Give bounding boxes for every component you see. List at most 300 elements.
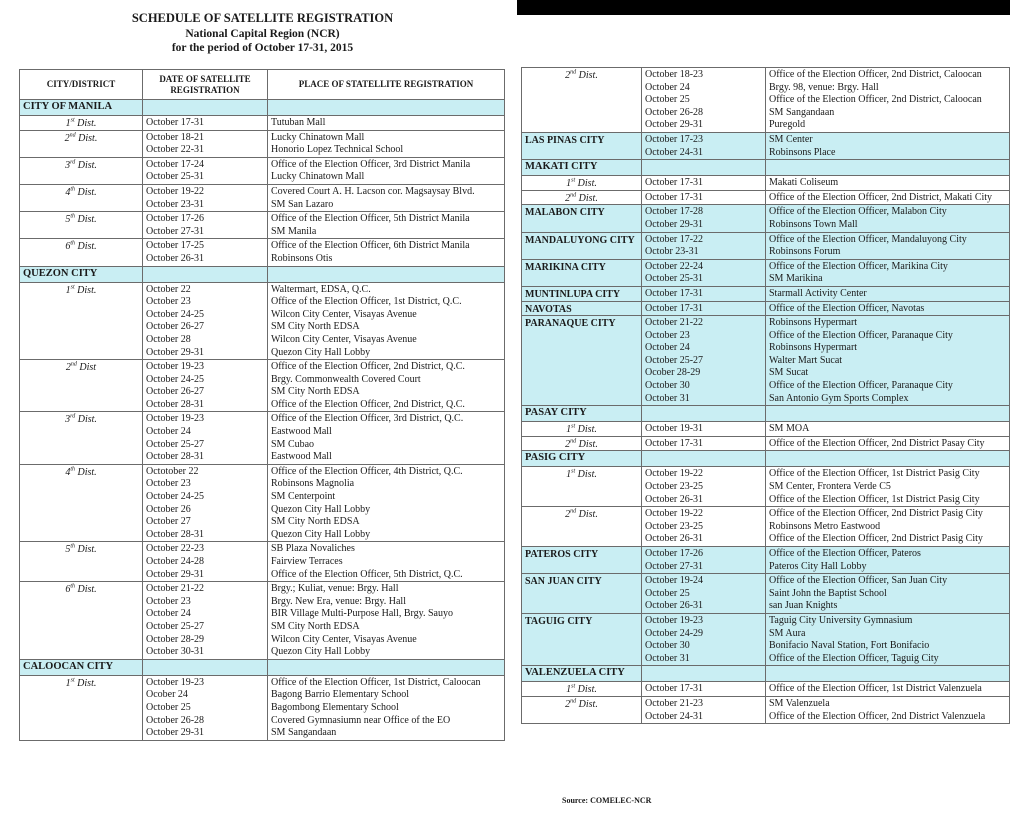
registration-place: SM Sucat [769,367,809,379]
registration-place: SM Center, Frontera Verde C5 [769,481,891,493]
city-name: MALABON CITY [522,205,642,232]
district-label: 2nd Dist [20,360,143,412]
empty-cell [143,100,268,116]
schedule-row [20,282,505,360]
registration-place: Office of the Election Officer, 6th District Manila [271,240,470,252]
district-label: 4th Dist. [20,464,143,542]
schedule-row [522,436,1010,451]
dates-cell [143,464,268,542]
registration-place: Lucky Chinatown Mall [271,131,365,143]
registration-place: Office of the Election Officer, 2nd District, Caloocan [769,94,982,106]
registration-date: October 24-25 [146,308,205,320]
city-name: PATEROS CITY [522,547,642,574]
schedule-row [20,184,505,211]
dates-cell [642,286,766,301]
schedule-row [522,259,1010,286]
registration-date: October 17-26 [645,548,704,559]
registration-date: October 22-31 [146,144,205,156]
registration-place: Bagong Barrio Elementary School [271,689,410,701]
registration-place: Robinsons Forum [769,246,841,258]
dates-cell [143,116,268,131]
city-name: SAN JUAN CITY [522,574,642,614]
registration-place: SM MOA [769,423,810,435]
registration-date: October 17-24 [146,158,205,170]
district-label: 2nd Dist. [522,436,642,451]
registration-place: Office of the Election Officer, Taguig City [769,652,939,664]
registration-date: October 28-31 [146,528,205,540]
city-header-row [522,406,1010,422]
registration-place: Bagombong Elementary School [271,701,399,713]
registration-date: October 17-22 [645,233,704,245]
schedule-row [20,464,505,542]
places-cell [766,696,1010,723]
empty-cell [143,659,268,675]
registration-place: Robinsons Metro Eastwood [769,520,881,532]
registration-date: October 26-31 [645,493,704,505]
registration-place: Office of the Election Officer, 2nd District Pasig City [769,533,983,545]
places-cell [268,412,505,464]
schedule-row [20,412,505,464]
registration-place: Brgy. 98, venue: Brgy. Hall [769,81,879,93]
registration-place: Office of the Election Officer, 5th District Manila [271,213,470,225]
registration-date: October 30-31 [146,646,205,658]
registration-date: October 25-27 [146,438,205,450]
registration-date: October 29-31 [645,119,704,131]
left-table-body [20,100,505,741]
places-cell [268,157,505,184]
dates-cell [642,547,766,574]
district-label: 4th Dist. [20,184,143,211]
registration-date: October 24 [146,608,191,620]
city-name: QUEZON CITY [20,266,143,282]
district-label: 1st Dist. [20,675,143,740]
registration-date: October 18-21 [146,131,205,143]
schedule-row [20,360,505,412]
dates-cell [642,176,766,191]
district-label: 5th Dist. [20,212,143,239]
registration-place: SM Sangandaan [271,727,337,739]
city-header-row [20,100,505,116]
registration-place: Office of the Election Officer, Malabon City [769,206,947,218]
empty-cell [642,160,766,176]
places-cell [766,613,1010,665]
city-name: VALENZUELA CITY [522,666,642,682]
registration-date: October 31 [645,392,690,404]
registration-place: Quezon City Hall Lobby [271,528,371,540]
registration-date: October 28-31 [146,398,205,410]
registration-place: Office of the Election Officer, 1st District Pasig City [769,468,980,480]
dates-cell [642,190,766,205]
dates-cell [642,68,766,133]
registration-date: October 17-31 [645,302,704,314]
places-cell [268,582,505,660]
empty-cell [766,451,1010,467]
district-label: 1st Dist. [20,282,143,360]
places-cell [766,574,1010,614]
places-cell [766,68,1010,133]
places-cell [268,212,505,239]
registration-date: October 24-29 [645,627,704,639]
schedule-row [522,467,1010,507]
registration-date: October 29-31 [645,218,704,230]
places-cell [766,467,1010,507]
district-label: 2nd Dist. [522,68,642,133]
registration-date: October 26-31 [645,533,704,545]
schedule-row [20,116,505,131]
registration-place: Robinsons Hypermart [769,317,858,329]
registration-place: Wilcon City Center, Visayas Avenue [271,633,417,645]
places-cell [766,232,1010,259]
registration-date: October 27-31 [645,560,704,572]
registration-date: October 22-23 [146,543,205,555]
dates-cell [143,239,268,266]
registration-date: October 19-23 [146,676,205,688]
registration-place: SM Cubao [271,438,315,450]
city-name: CITY OF MANILA [20,100,143,116]
places-cell [766,507,1010,547]
registration-date: October 29-31 [146,727,205,739]
schedule-row [522,547,1010,574]
registration-place: Bonifacio Naval Station, Fort Bonifacio [769,640,930,652]
registration-date: October 28-29 [146,633,205,645]
dates-cell [642,259,766,286]
registration-place: SM City North EDSA [271,386,360,398]
registration-date: October 17-26 [146,213,205,225]
city-name: NAVOTAS [522,301,642,316]
registration-date: October 19-31 [645,423,704,435]
registration-date: October 25 [645,587,690,599]
city-header-row [522,160,1010,176]
schedule-row [20,582,505,660]
city-name: CALOOCAN CITY [20,659,143,675]
registration-date: October 24 [146,426,191,438]
registration-place: Tutuban Mall [271,117,326,128]
registration-date: October 26-31 [146,252,205,264]
dates-cell [143,582,268,660]
registration-place: Covered Court A. H. Lacson cor. Magsaysay Blvd. [271,185,475,197]
registration-place: Office of the Election Officer, 1st District Pasig City [769,493,980,505]
registration-place: Lucky Chinatown Mall [271,171,365,183]
schedule-row [20,239,505,266]
city-header-row [522,451,1010,467]
registration-place: Puregold [769,119,806,131]
left-schedule-table [19,69,505,741]
schedule-row [522,286,1010,301]
right-table-body [522,68,1010,724]
schedule-row [522,696,1010,723]
district-label: 2nd Dist. [522,190,642,205]
district-label: 5th Dist. [20,542,143,582]
registration-date: October 17-31 [645,437,704,449]
city-name: MANDALUYONG CITY [522,232,642,259]
registration-place: Office of the Election Officer, 2nd District Valenzuela [769,710,986,722]
city-name: MAKATI CITY [522,160,642,176]
registration-place: Makati Coliseum [769,177,839,189]
registration-place: Office of the Election Officer, Paranaque City [769,380,953,392]
district-label: 1st Dist. [522,422,642,437]
registration-date: October 27-31 [146,225,205,237]
district-label: 6th Dist. [20,582,143,660]
registration-date: October 17-31 [645,287,704,299]
registration-date: October 31 [645,652,690,664]
registration-place: Office of the Election Officer, 2nd District Pasay City [769,437,985,449]
registration-date: October 17-31 [146,117,205,128]
registration-place: Office of the Election Officer, 1st District, Q.C. [271,296,462,308]
registration-date: October 23-25 [645,520,704,532]
schedule-row [522,176,1010,191]
places-cell [268,542,505,582]
registration-date: October 30 [645,640,690,652]
registration-date: October 26-28 [146,714,205,726]
registration-date: October 25 [146,701,191,713]
header-date: DATE OF SATELLITE REGISTRATION [143,70,268,100]
schedule-row [20,675,505,740]
registration-place: Robinsons Otis [271,252,333,264]
registration-date: Octotober 22 [146,465,199,477]
city-name: TAGUIG CITY [522,613,642,665]
places-cell [766,422,1010,437]
registration-date: October 22 [146,283,191,295]
registration-date: October 23-31 [146,198,205,210]
registration-date: October 22-24 [645,260,704,272]
registration-place: Quezon City Hall Lobby [271,346,371,358]
dates-cell [143,157,268,184]
registration-place: Quezon City Hall Lobby [271,646,371,658]
schedule-row [522,613,1010,665]
places-cell [766,132,1010,159]
registration-date: October 26-31 [645,600,704,612]
city-name: PASIG CITY [522,451,642,467]
registration-place: San Antonio Gym Sports Complex [769,392,909,404]
schedule-row [522,682,1010,697]
registration-place: SM Manila [271,225,317,237]
registration-date: October 21-22 [645,317,704,329]
schedule-row [522,132,1010,159]
registration-place: Office of the Election Officer, 1st District Valenzuela [769,683,982,695]
registration-place: Office of the Election Officer, 5th District, Q.C. [271,568,463,580]
places-cell [766,205,1010,232]
district-label: 2nd Dist. [20,130,143,157]
registration-date: October 21-22 [146,583,205,595]
dates-cell [143,360,268,412]
registration-place: Office of the Election Officer, Mandaluyong City [769,233,967,245]
registration-place: SM Center [769,133,813,145]
registration-date: October 17-31 [645,683,704,695]
registration-date: October 19-22 [146,185,205,197]
registration-place: SM Sangandaan [769,106,835,118]
registration-place: SM City North EDSA [271,321,360,333]
empty-cell [268,659,505,675]
registration-date: October 23 [146,595,191,607]
district-label: 1st Dist. [522,467,642,507]
registration-date: October 19-23 [645,614,704,626]
registration-date: October 19-23 [146,361,205,373]
registration-date: October 27 [146,516,191,528]
registration-date: October 23 [146,478,191,490]
header-place: PLACE OF STATELLITE REGISTRATION [268,70,505,100]
registration-place: SM Marikina [769,273,823,285]
registration-place: Office of the Election Officer, 3rd District, Q.C. [271,413,464,425]
registration-place: Office of the Election Officer, 2nd District, Q.C. [271,398,465,410]
empty-cell [766,406,1010,422]
registration-date: October 19-22 [645,468,704,480]
schedule-row [20,130,505,157]
district-label: 1st Dist. [20,116,143,131]
source-note: Source: COMELEC-NCR [562,796,652,805]
registration-date: October 17-23 [645,133,704,145]
schedule-row [522,507,1010,547]
dates-cell [642,205,766,232]
empty-cell [766,666,1010,682]
registration-date: October 19-24 [645,575,704,587]
schedule-row [522,422,1010,437]
empty-cell [143,266,268,282]
registration-place: Wilcon City Center, Visayas Avenue [271,333,417,345]
registration-place: Eastwood Mall [271,451,332,463]
registration-date: October 17-31 [645,177,704,189]
registration-date: October 17-28 [645,206,704,218]
registration-place: SM San Lazaro [271,198,334,210]
registration-date: October 23-25 [645,481,704,493]
registration-date: October 26-27 [146,386,205,398]
places-cell [766,436,1010,451]
places-cell [766,547,1010,574]
title-line-3: for the period of October 17-31, 2015 [171,42,354,54]
registration-place: Brgy. New Era, venue: Brgy. Hall [271,595,406,607]
dates-cell [642,301,766,316]
registration-date: October 28 [146,333,191,345]
registration-date: October 29-31 [146,568,205,580]
empty-cell [268,100,505,116]
registration-date: October 28-31 [146,451,205,463]
left-schedule-panel [19,69,505,741]
registration-place: Office of the Election Officer, Paranaque City [769,329,953,341]
registration-place: Pateros City Hall Lobby [769,560,867,572]
schedule-row [20,542,505,582]
registration-date: October 24-28 [146,556,205,567]
places-cell [766,301,1010,316]
places-cell [766,259,1010,286]
dates-cell [143,212,268,239]
registration-place: Office of the Election Officer, 2nd District, Makati City [769,191,993,203]
dates-cell [642,507,766,547]
empty-cell [642,406,766,422]
empty-cell [642,451,766,467]
schedule-row [522,68,1010,133]
district-label: 2nd Dist. [522,696,642,723]
registration-place: Robinsons Hypermart [769,342,858,354]
district-label: 3rd Dist. [20,412,143,464]
places-cell [268,130,505,157]
places-cell [268,116,505,131]
registration-date: October 19-23 [146,413,205,425]
registration-place: Covered Gymnasiumn near Office of the EO [271,714,451,726]
dates-cell [642,132,766,159]
registration-place: SM City North EDSA [271,620,360,632]
registration-date: October 21-23 [645,697,704,709]
registration-place: Honorio Lopez Technical School [271,144,404,156]
schedule-row [20,157,505,184]
registration-place: Office of the Election Officer, 2nd District, Caloocan [769,69,982,80]
registration-date: October 25-27 [645,354,704,366]
city-name: MARIKINA CITY [522,259,642,286]
dates-cell [642,696,766,723]
registration-place: Starmall Activity Center [769,287,867,299]
registration-date: October 23 [645,329,690,341]
registration-place: Eastwood Mall [271,426,332,438]
registration-date: October 25-27 [146,620,205,632]
header-city: CITY/DISTRICT [20,70,143,100]
dates-cell [143,412,268,464]
registration-place: Waltermart, EDSA, Q.C. [271,283,371,295]
registration-place: Office of the Election Officer, Navotas [769,302,925,314]
redaction-bar [517,0,1010,15]
dates-cell [642,682,766,697]
registration-place: SB Plaza Novaliches [271,543,355,555]
registration-date: October 19-22 [645,508,704,520]
registration-date: October 29-31 [146,346,205,358]
dates-cell [143,130,268,157]
registration-place: Taguig City University Gymnasium [769,614,913,626]
registration-place: Saint John the Baptist School [769,587,887,599]
district-label: 1st Dist. [522,176,642,191]
registration-date: Ocober 28-29 [645,367,701,379]
places-cell [766,682,1010,697]
places-cell [766,286,1010,301]
district-label: 1st Dist. [522,682,642,697]
city-name: PARANAQUE CITY [522,316,642,406]
registration-place: Office of the Election Officer, 4th District, Q.C. [271,465,463,477]
dates-cell [143,184,268,211]
registration-date: October 17-25 [146,240,205,252]
registration-place: SM Centerpoint [271,491,336,503]
registration-place: SM Aura [769,627,806,639]
registration-place: Robinsons Place [769,146,836,158]
registration-place: Wilcon City Center, Visayas Avenue [271,308,417,320]
schedule-row [522,316,1010,406]
registration-place: SM Valenzuela [769,697,830,709]
registration-date: October 25 [645,94,690,106]
registration-place: Brgy. Commonwealth Covered Court [271,373,421,385]
empty-cell [766,160,1010,176]
registration-place: san Juan Knights [769,600,838,612]
city-header-row [522,666,1010,682]
registration-place: Office of the Election Officer, Marikina City [769,260,948,272]
places-cell [268,282,505,360]
places-cell [268,184,505,211]
district-label: 2nd Dist. [522,507,642,547]
dates-cell [642,316,766,406]
registration-date: October 23 [146,296,191,308]
places-cell [766,176,1010,191]
dates-cell [143,675,268,740]
registration-place: Office of the Election Officer, San Juan City [769,575,948,587]
empty-cell [268,266,505,282]
places-cell [766,316,1010,406]
registration-date: October 24-25 [146,373,205,385]
registration-place: Office of the Election Officer, 2nd District, Q.C. [271,361,465,373]
title-line-1: SCHEDULE OF SATELLITE REGISTRATION [131,11,394,25]
registration-place: Office of the Election Officer, 1st District, Caloocan [271,676,481,688]
places-cell [268,464,505,542]
registration-date: October 26-27 [146,321,205,333]
registration-date: October 17-31 [645,191,704,203]
registration-date: October 26-28 [645,106,704,118]
registration-date: October 24 [645,81,690,93]
document-title [20,10,505,55]
city-header-row [20,266,505,282]
right-schedule-table [521,67,1010,724]
